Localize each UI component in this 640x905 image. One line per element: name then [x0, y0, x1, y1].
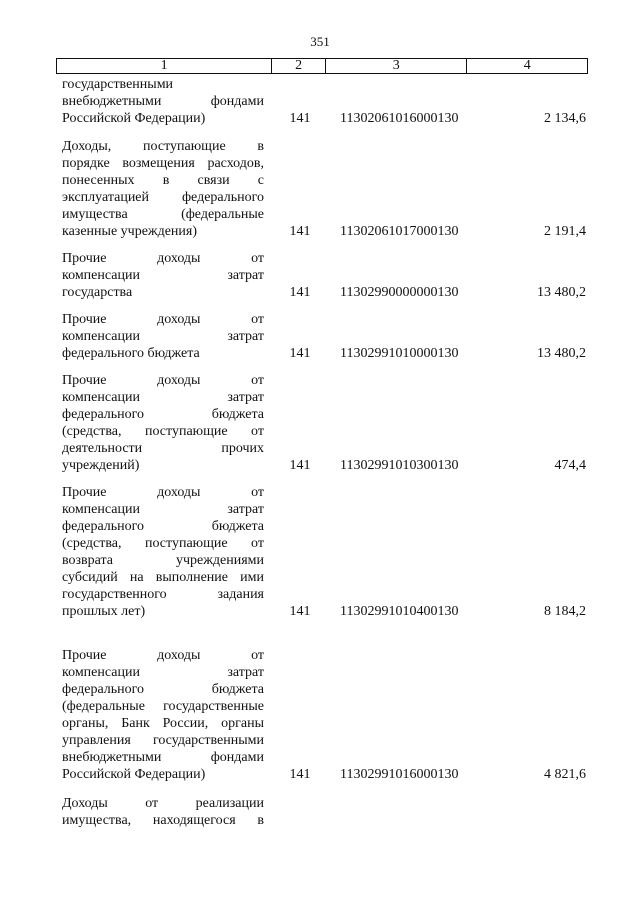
- row-description: [62, 795, 264, 829]
- row-kbk-code: 11302061016000130: [340, 111, 459, 126]
- description-line: компенсации затрат: [62, 268, 264, 283]
- description-line: Российской Федерации): [62, 111, 206, 126]
- description-line: федерального бюджета: [62, 519, 264, 534]
- column-header-2: 2: [272, 59, 326, 73]
- row-admin-code: 141: [289, 767, 311, 782]
- description-line: порядке возмещения расходов,: [62, 156, 264, 171]
- row-admin-code: 141: [289, 604, 311, 619]
- row-admin-code: 141: [289, 224, 311, 239]
- row-amount: 13 480,2: [537, 285, 586, 300]
- row-description: [62, 372, 264, 474]
- row-description: [62, 138, 264, 240]
- column-header-1: 1: [57, 59, 272, 73]
- row-description: [62, 250, 264, 301]
- description-line: федерального бюджета: [62, 682, 264, 697]
- description-line: (средства, поступающие от: [62, 536, 264, 551]
- description-line: прошлых лет): [62, 604, 146, 619]
- description-line: учреждений): [62, 458, 140, 473]
- description-line: Доходы, поступающие в: [62, 139, 264, 154]
- description-line: органы, Банк России, органы: [62, 716, 264, 731]
- description-line: Прочие доходы от: [62, 648, 264, 663]
- row-description: [62, 647, 264, 783]
- column-header-3: 3: [326, 59, 467, 73]
- description-line: государственными: [62, 77, 174, 92]
- row-admin-code: 141: [289, 346, 311, 361]
- description-line: Российской Федерации): [62, 767, 206, 782]
- row-amount: 13 480,2: [537, 346, 586, 361]
- table-header-row: [56, 58, 588, 74]
- row-kbk-code: 11302061017000130: [340, 224, 459, 239]
- row-description: [62, 484, 264, 620]
- description-line: Прочие доходы от: [62, 373, 264, 388]
- description-line: федерального бюджета: [62, 346, 200, 361]
- row-kbk-code: 11302991016000130: [340, 767, 459, 782]
- description-line: имущества (федеральные: [62, 207, 264, 222]
- column-header-4: 4: [523, 58, 531, 73]
- row-kbk-code: 11302991010000130: [340, 346, 459, 361]
- description-line: (федеральные государственные: [62, 699, 264, 714]
- description-line: Прочие доходы от: [62, 485, 264, 500]
- row-kbk-code: 11302991010400130: [340, 604, 459, 619]
- description-line: Доходы от реализации: [62, 796, 264, 811]
- row-admin-code: 141: [289, 285, 311, 300]
- page-number: 351: [310, 34, 330, 49]
- description-line: субсидий на выполнение ими: [62, 570, 264, 585]
- description-line: управления государственными: [62, 733, 264, 748]
- description-line: федерального бюджета: [62, 407, 264, 422]
- row-description: [62, 76, 264, 127]
- description-line: деятельности прочих: [62, 441, 264, 456]
- row-amount: 474,4: [554, 458, 586, 473]
- row-amount: 8 184,2: [544, 604, 586, 619]
- description-line: казенные учреждения): [62, 224, 198, 239]
- description-line: Прочие доходы от: [62, 251, 264, 266]
- row-admin-code: 141: [289, 458, 311, 473]
- description-line: государственного задания: [62, 587, 264, 602]
- description-line: государства: [62, 285, 133, 300]
- description-line: компенсации затрат: [62, 329, 264, 344]
- description-line: компенсации затрат: [62, 390, 264, 405]
- row-description: [62, 311, 264, 362]
- row-admin-code: 141: [289, 111, 311, 126]
- description-line: имущества, находящегося в: [62, 813, 264, 828]
- row-kbk-code: 11302991010300130: [340, 458, 459, 473]
- description-line: возврата учреждениями: [62, 553, 264, 568]
- description-line: Прочие доходы от: [62, 312, 264, 327]
- description-line: внебюджетными фондами: [62, 750, 264, 765]
- description-line: понесенных в связи с: [62, 173, 264, 188]
- description-line: компенсации затрат: [62, 665, 264, 680]
- row-amount: 2 191,4: [544, 224, 586, 239]
- row-amount: 2 134,6: [544, 111, 586, 126]
- description-line: внебюджетными фондами: [62, 94, 264, 109]
- description-line: компенсации затрат: [62, 502, 264, 517]
- row-amount: 4 821,6: [544, 767, 586, 782]
- description-line: (средства, поступающие от: [62, 424, 264, 439]
- description-line: эксплуатацией федерального: [62, 190, 264, 205]
- row-kbk-code: 11302990000000130: [340, 285, 459, 300]
